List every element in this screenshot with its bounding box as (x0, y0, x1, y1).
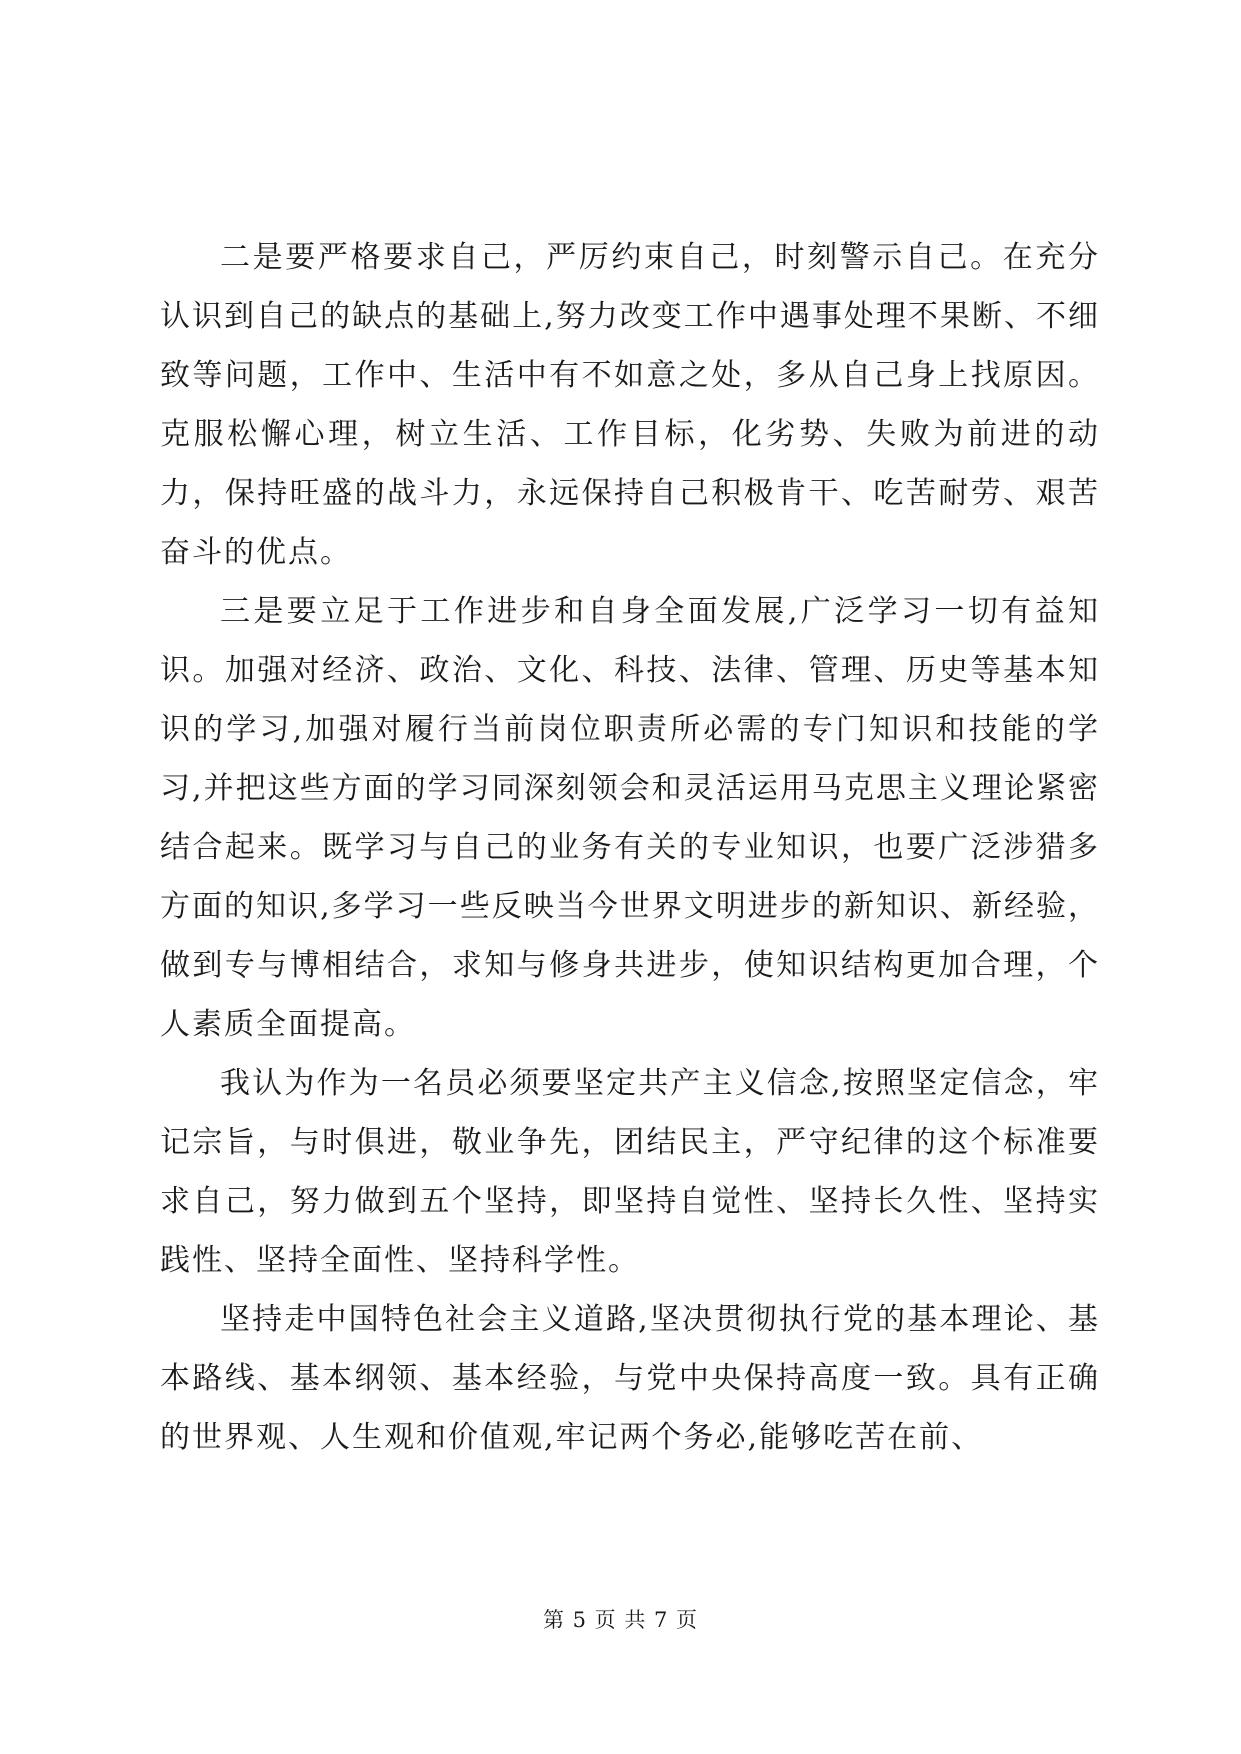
document-body (160, 228, 1100, 1467)
page-number-footer: 第 5 页 共 7 页 (542, 1608, 699, 1632)
paragraph-requirement-2: 二是要严格要求自己，严厉约束自己，时刻警示自己。在充分认识到自己的缺点的基础上,努力改变工作中遇事处理不果断、不细致等问题，工作中、生活中有不如意之处，多从自己身上找原因。克服松懈心理，树立生活、工作目标，化劣势、失败为前进的动力，保持旺盛的战斗力，永远保持自己积极肯干、吃苦耐劳、艰苦奋斗的优点。 (160, 240, 1100, 570)
paragraph-standards: 我认为作为一名员必须要坚定共产主义信念,按照坚定信念，牢记宗旨，与时俱进，敬业争先，团结民主，严守纪律的这个标准要求自己，努力做到五个坚持，即坚持自觉性、坚持长久性、坚持实践性、坚持全面性、坚持科学性。 (160, 1066, 1100, 1278)
paragraph-socialist-road: 坚持走中国特色社会主义道路,坚决贯彻执行党的基本理论、基本路线、基本纲领、基本经验，与党中央保持高度一致。具有正确的世界观、人生观和价值观,牢记两个务必,能够吃苦在前、 (160, 1302, 1100, 1455)
paragraph-requirement-3: 三是要立足于工作进步和自身全面发展,广泛学习一切有益知识。加强对经济、政治、文化、科技、法律、管理、历史等基本知识的学习,加强对履行当前岗位职责所必需的专门知识和技能的学习,并把这些方面的学习同深刻领会和灵活运用马克思主义理论紧密结合起来。既学习与自己的业务有关的专业知识，也要广泛涉猎多方面的知识,多学习一些反映当今世界文明进步的新知识、新经验，做到专与博相结合，求知与修身共进步，使知识结构更加合理，个人素质全面提高。 (160, 594, 1100, 1042)
